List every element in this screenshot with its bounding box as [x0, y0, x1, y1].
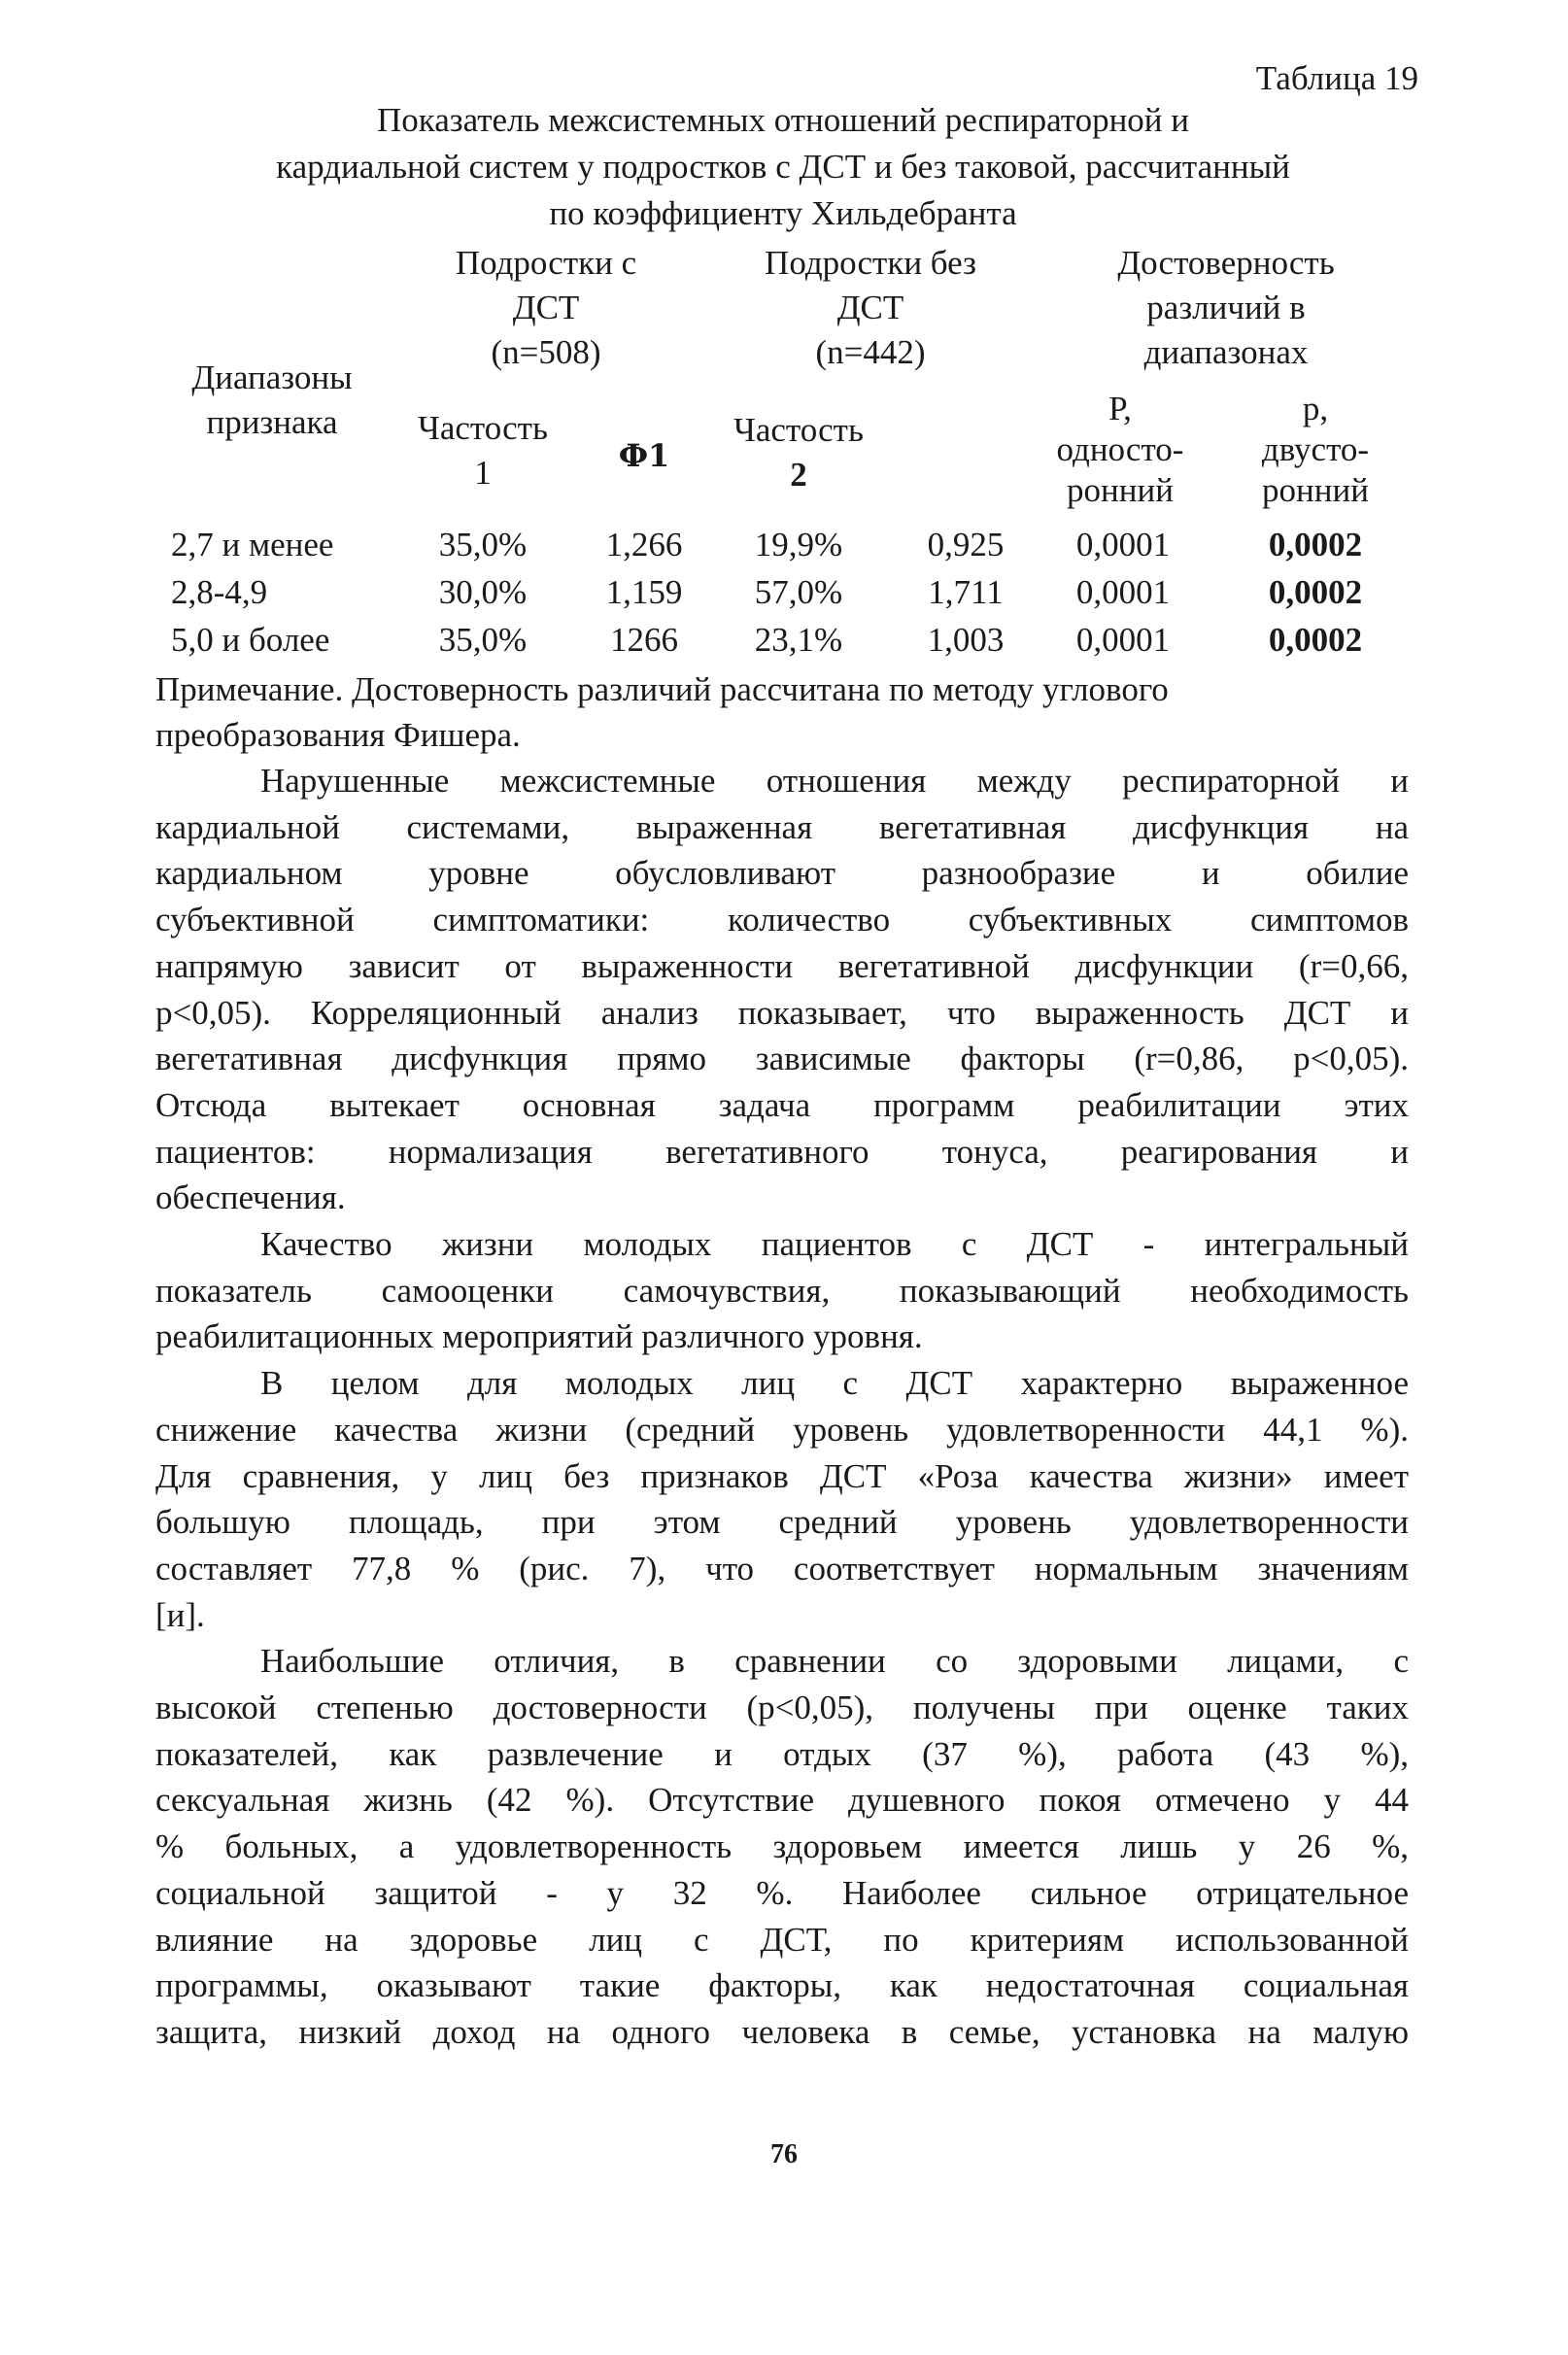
header-freq-1: Частость 1	[418, 409, 548, 492]
data-table	[0, 0, 1568, 680]
text-line: высокой степенью достоверности (p<0,05), получены при оценке таких	[155, 1689, 1409, 1727]
table-cell-p-two: 0,0002	[1268, 526, 1363, 563]
table-cell-phi1: 1,159	[605, 573, 683, 611]
text-line: p<0,05). Корреляционный анализ показывает, что выраженность ДСТ и	[155, 993, 1409, 1032]
table-label: Таблица 19	[1255, 59, 1418, 97]
text-line: обеспечения.	[155, 1178, 346, 1217]
table-cell-range: 2,7 и менее	[171, 526, 334, 563]
page-number: 76	[770, 2139, 798, 2169]
header-group-dst: Подростки с ДСТ (n=508)	[455, 244, 637, 371]
note-line: преобразования Фишера.	[155, 716, 521, 754]
text-line: показателей, как развлечение и отдых (37 %), работа (43 %),	[155, 1734, 1409, 1773]
text-line: напрямую зависит от выраженности вегетативной дисфункции (r=0,66,	[155, 946, 1409, 985]
table-cell-freq2: 23,1%	[754, 621, 843, 659]
table-cell-freq1: 35,0%	[438, 621, 528, 659]
text-line: Наибольшие отличия, в сравнении со здоровыми лицами, с	[260, 1642, 1409, 1681]
text-line: кардиальной системами, выраженная вегетативная дисфункция на	[155, 807, 1409, 846]
text-line: В целом для молодых лиц с ДСТ характерно выраженное	[260, 1364, 1409, 1403]
table-cell-freq1: 35,0%	[438, 526, 528, 563]
text-line: пациентов: нормализация вегетативного тонуса, реагирования и	[155, 1132, 1409, 1171]
header-range: Диапазоны признака	[191, 358, 353, 441]
header-group-significance: Достоверность различий в диапазонах	[1117, 244, 1335, 371]
table-cell-p-one: 0,0001	[1075, 573, 1171, 611]
text-line: составляет 77,8 % (рис. 7), что соответствует нормальным значениям	[155, 1549, 1409, 1587]
text-line: влияние на здоровье лиц с ДСТ, по критериям использованной	[155, 1920, 1409, 1959]
table-cell-freq2: 57,0%	[754, 573, 843, 611]
header-freq-2: Частость 2	[733, 411, 864, 494]
header-group-no-dst: Подростки без ДСТ (n=442)	[765, 244, 976, 371]
body-text	[155, 758, 1409, 2056]
table-cell-range: 2,8-4,9	[171, 573, 268, 611]
table-cell-phi2: 0,925	[927, 526, 1005, 563]
text-line: кардиальном уровне обусловливают разнообразие и обилие	[155, 854, 1409, 893]
table-cell-freq1: 30,0%	[438, 573, 528, 611]
paragraph-4	[155, 1638, 1409, 2055]
note-line: Примечание. Достоверность различий рассчитана по методу углового	[155, 670, 1169, 708]
text-line: субъективной симптоматики: количество субъективных симптомов	[155, 901, 1409, 939]
table-cell-p-two: 0,0002	[1268, 573, 1363, 611]
header-phi-1: Ф1	[618, 437, 670, 474]
caption-line: Показатель межсистемных отношений респираторной и	[376, 101, 1190, 139]
text-line: [и].	[155, 1595, 205, 1634]
text-line: большую площадь, при этом средний уровень удовлетворенности	[155, 1503, 1409, 1542]
table-cell-freq2: 19,9%	[754, 526, 843, 563]
text-line: Нарушенные межсистемные отношения между респираторной и	[260, 762, 1409, 800]
header-p-two-sided: р, двусто- ронний	[1261, 390, 1370, 509]
table-cell-phi1: 1,266	[605, 526, 683, 563]
paragraph-2	[155, 1221, 1409, 1360]
table-cell-p-two: 0,0002	[1268, 621, 1363, 659]
text-line: Отсюда вытекает основная задача программ реабилитации этих	[155, 1085, 1409, 1124]
text-line: защита, низкий доход на одного человека в семье, установка на малую	[155, 2012, 1409, 2051]
table-cell-phi1: 1266	[610, 621, 678, 659]
text-line: снижение качества жизни (средний уровень удовлетворенности 44,1 %).	[155, 1410, 1409, 1449]
header-p-one-sided: Р, односто- ронний	[1056, 390, 1184, 509]
text-line: показатель самооценки самочувствия, показывающий необходимость	[155, 1271, 1409, 1310]
table-cell-p-one: 0,0001	[1075, 621, 1171, 659]
text-line: Качество жизни молодых пациентов с ДСТ - интегральный	[260, 1225, 1409, 1264]
text-line: Для сравнения, у лиц без признаков ДСТ «Роза качества жизни» имеет	[155, 1456, 1409, 1495]
text-line: реабилитационных мероприятий различного уровня.	[155, 1317, 923, 1356]
caption-line: по коэффициенту Хильдебранта	[549, 194, 1017, 232]
text-line: сексуальная жизнь (42 %). Отсутствие душевного покоя отмечено у 44	[155, 1781, 1409, 1820]
text-line: % больных, а удовлетворенность здоровьем имеется лишь у 26 %,	[155, 1827, 1409, 1866]
paragraph-3	[155, 1360, 1409, 1638]
table-note	[155, 666, 1418, 758]
text-line: программы, оказывают такие факторы, как недостаточная социальная	[155, 1966, 1409, 2005]
caption-line: кардиальной систем у подростков с ДСТ и без таковой, рассчитанный	[276, 148, 1290, 186]
paragraph-1	[155, 758, 1409, 1221]
text-line: вегетативная дисфункция прямо зависимые факторы (r=0,86, p<0,05).	[155, 1040, 1409, 1078]
text-line: социальной защитой - у 32 %. Наиболее сильное отрицательное	[155, 1873, 1409, 1912]
table-cell-phi2: 1,003	[927, 621, 1005, 659]
table-cell-p-one: 0,0001	[1075, 526, 1171, 563]
table-cell-phi2: 1,711	[928, 573, 1004, 611]
table-cell-range: 5,0 и более	[171, 621, 330, 659]
